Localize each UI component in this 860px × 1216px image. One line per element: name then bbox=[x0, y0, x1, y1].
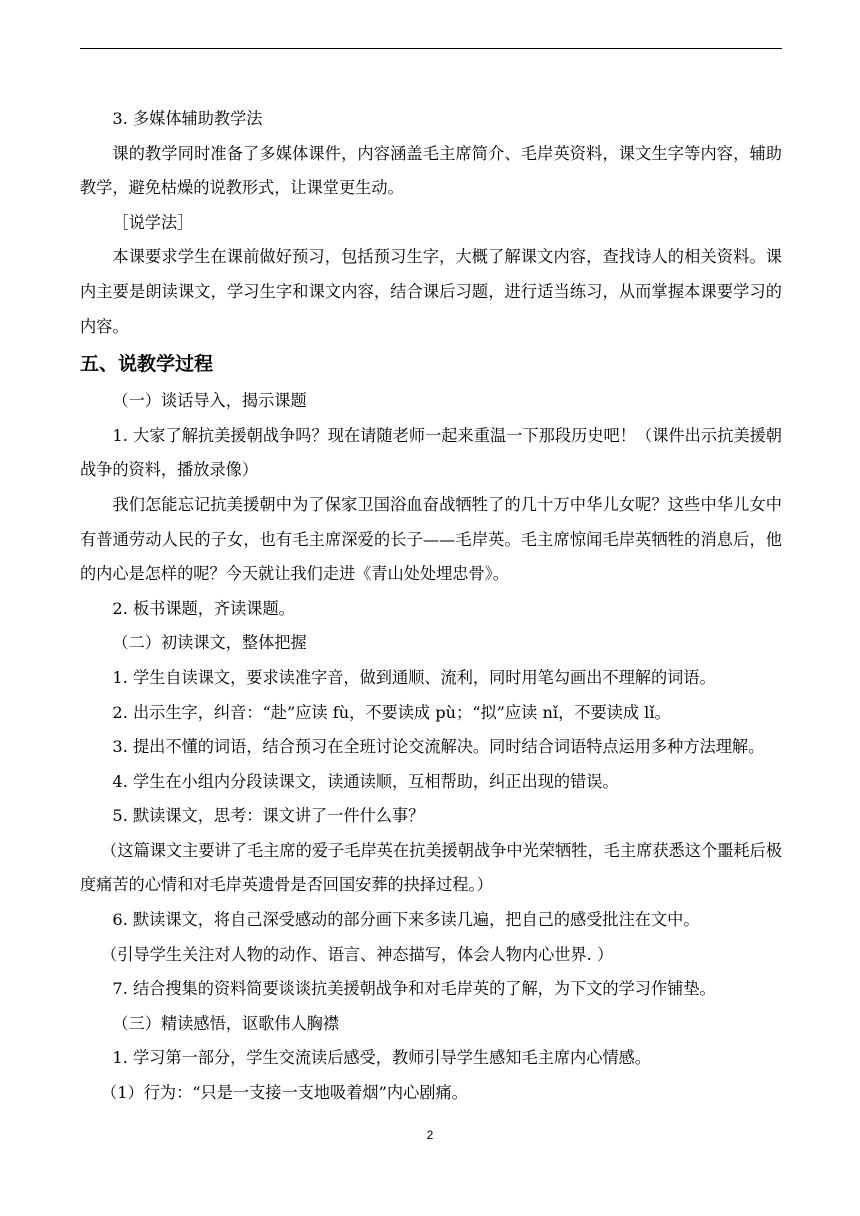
section-heading: 五、说教学过程 bbox=[80, 353, 214, 376]
paragraph: 1. 学生自读课文，要求读准字音，做到通顺、流利，同时用笔勾画出不理解的词语。 bbox=[112, 667, 716, 687]
paragraph: 2. 出示生字，纠音：“赴”应读 fù，不要读成 pù；“拟”应读 nǐ，不要读成 lǐ。 bbox=[112, 702, 671, 722]
paragraph: （1）行为：“只是一支接一支地吸着烟”内心剧痛。 bbox=[101, 1083, 468, 1103]
paragraph: 1. 学习第一部分，学生交流读后感受，教师引导学生感知毛主席内心情感。 bbox=[112, 1048, 651, 1068]
paragraph: （三）精读感悟，讴歌伟人胸襟 bbox=[112, 1013, 340, 1033]
paragraph: ［说学法］ bbox=[112, 212, 194, 232]
paragraph: 我们怎能忘记抗美援朝中为了保家卫国浴血奋战牺牲了的几十万中华儿女呢？这些中华儿女中有普通劳动人民的子女，也有毛主席深爱的长子——毛岸英。毛主席惊闻毛岸英牺牲的消息后，他的内心是怎样的呢？今天就让我们走进《青山处处埋忠骨》。 bbox=[80, 494, 782, 584]
paragraph: 4. 学生在小组内分段读课文，读通读顺，互相帮助，纠正出现的错误。 bbox=[112, 771, 619, 791]
paragraph: 3. 提出不懂的词语，结合预习在全班讨论交流解决。同时结合词语特点运用多种方法理解。 bbox=[112, 737, 765, 757]
header-rule bbox=[80, 48, 782, 49]
paragraph: （这篇课文主要讲了毛主席的爱子毛岸英在抗美援朝战争中光荣牺牲，毛主席获悉这个噩耗后极度痛苦的心情和对毛岸英遗骨是否回国安葬的抉择过程。） bbox=[80, 840, 782, 895]
paragraph: 课的教学同时准备了多媒体课件，内容涵盖毛主席简介、毛岸英资料，课文生字等内容，辅助教学，避免枯燥的说教形式，让课堂更生动。 bbox=[80, 143, 782, 198]
paragraph: 1. 大家了解抗美援朝战争吗？现在请随老师一起来重温一下那段历史吧！（课件出示抗美援朝战争的资料，播放录像） bbox=[80, 425, 782, 480]
paragraph: 本课要求学生在课前做好预习，包括预习生字，大概了解课文内容，查找诗人的相关资料。课内主要是朗读课文，学习生字和课文内容，结合课后习题，进行适当练习，从而掌握本课要学习的内容。 bbox=[80, 247, 782, 336]
paragraph: （引导学生关注对人物的动作、语言、神态描写，体会人物内心世界. ） bbox=[101, 944, 614, 964]
paragraph: 3. 多媒体辅助教学法 bbox=[112, 109, 263, 128]
paragraph: 2. 板书课题，齐读课题。 bbox=[112, 598, 295, 618]
page-number: 2 bbox=[426, 1128, 434, 1142]
paragraph: 6. 默读课文，将自己深受感动的部分画下来多读几遍，把自己的感受批注在文中。 bbox=[112, 910, 700, 930]
paragraph: （二）初读课文，整体把握 bbox=[112, 633, 307, 653]
paragraph: 7. 结合搜集的资料简要谈谈抗美援朝战争和对毛岸英的了解，为下文的学习作铺垫。 bbox=[112, 979, 716, 999]
document-body bbox=[80, 102, 782, 1111]
paragraph: 5. 默读课文，思考：课文讲了一件什么事？ bbox=[112, 806, 425, 826]
paragraph: （一）谈话导入，揭示课题 bbox=[112, 391, 307, 411]
